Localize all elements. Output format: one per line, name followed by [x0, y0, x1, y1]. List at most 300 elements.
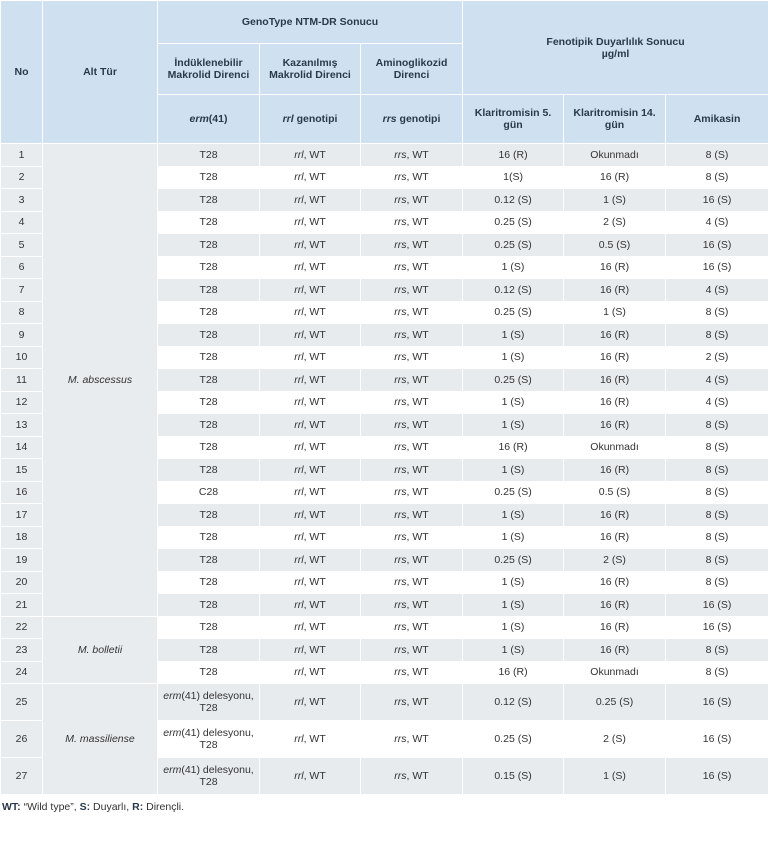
rrs-wt: , WT — [406, 418, 429, 431]
rrs-italic: rrs — [394, 441, 407, 454]
rrl-wt: , WT — [303, 733, 326, 745]
header-amino: Aminoglikozid Direnci — [361, 44, 463, 95]
rrs-cell — [361, 346, 463, 369]
rrl-cell — [260, 436, 361, 459]
erm-cell — [158, 721, 260, 758]
rrs-wt: , WT — [406, 598, 429, 611]
header-rrl — [260, 95, 361, 144]
rrs-italic: rrs — [394, 261, 407, 274]
rrs-italic: rrs — [394, 733, 407, 745]
row-no: 12 — [1, 391, 43, 414]
klari14-cell: 16 (R) — [564, 639, 666, 662]
rrl-italic: rrl — [294, 576, 304, 589]
amikasin-cell: 8 (S) — [666, 481, 768, 504]
row-no: 7 — [1, 279, 43, 302]
rrs-italic: rrs — [394, 643, 407, 656]
rrs-italic: rrs — [394, 238, 407, 251]
erm-text: (41) delesyonu, T28 — [181, 690, 254, 714]
amikasin-cell: 16 (S) — [666, 616, 768, 639]
rrl-cell — [260, 234, 361, 257]
rrs-cell — [361, 661, 463, 684]
amikasin-cell: 16 (S) — [666, 256, 768, 279]
erm-italic: erm — [163, 764, 182, 776]
rrl-italic: rrl — [294, 396, 304, 409]
row-no: 26 — [1, 721, 43, 758]
rrl-cell — [260, 166, 361, 189]
klari14-cell: 0.5 (S) — [564, 481, 666, 504]
amikasin-cell: 8 (S) — [666, 526, 768, 549]
header-rrs-rest: genotipi — [396, 113, 441, 125]
klari14-cell: 16 (R) — [564, 256, 666, 279]
rrl-italic: rrl — [294, 643, 304, 656]
rrl-cell — [260, 369, 361, 392]
rrs-cell — [361, 369, 463, 392]
rrl-italic: rrl — [294, 621, 304, 634]
header-fenotipik — [463, 1, 768, 95]
table-footnote — [0, 801, 768, 813]
rrs-cell — [361, 616, 463, 639]
footnote-r-label: R: — [132, 801, 144, 813]
rrl-wt: , WT — [303, 238, 326, 251]
rrl-italic: rrl — [294, 261, 304, 274]
rrl-cell — [260, 279, 361, 302]
row-no: 3 — [1, 189, 43, 212]
row-no: 17 — [1, 504, 43, 527]
rrl-wt: , WT — [303, 576, 326, 589]
rrs-cell — [361, 526, 463, 549]
klari5-cell: 1 (S) — [463, 256, 564, 279]
rrs-italic: rrs — [394, 283, 407, 296]
erm-cell: T28 — [158, 279, 260, 302]
klari5-cell: 0.25 (S) — [463, 721, 564, 758]
rrs-cell — [361, 594, 463, 617]
rrs-italic: rrs — [394, 486, 407, 499]
rrl-wt: , WT — [303, 328, 326, 341]
header-rrl-rest: genotipi — [293, 113, 338, 125]
rrs-cell — [361, 211, 463, 234]
klari14-cell: 16 (R) — [564, 504, 666, 527]
rrs-italic: rrs — [394, 770, 407, 782]
amikasin-cell: 8 (S) — [666, 324, 768, 347]
amikasin-cell: 16 (S) — [666, 684, 768, 721]
header-klari14: Klaritromisin 14. gün — [564, 95, 666, 144]
rrl-wt: , WT — [303, 508, 326, 521]
rrs-wt: , WT — [406, 328, 429, 341]
klari5-cell: 0.12 (S) — [463, 684, 564, 721]
rrl-italic: rrl — [294, 171, 304, 184]
rrl-italic: rrl — [294, 306, 304, 319]
klari14-cell: Okunmadı — [564, 436, 666, 459]
amikasin-cell: 16 (S) — [666, 721, 768, 758]
row-no: 13 — [1, 414, 43, 437]
klari5-cell: 16 (R) — [463, 436, 564, 459]
klari14-cell: 0.5 (S) — [564, 234, 666, 257]
klari5-cell: 1 (S) — [463, 526, 564, 549]
erm-cell: T28 — [158, 369, 260, 392]
klari14-cell: 1 (S) — [564, 758, 666, 795]
rrs-italic: rrs — [394, 148, 407, 161]
rrs-italic: rrs — [394, 508, 407, 521]
klari5-cell: 0.25 (S) — [463, 301, 564, 324]
rrl-wt: , WT — [303, 621, 326, 634]
klari14-cell: 16 (R) — [564, 166, 666, 189]
rrs-italic: rrs — [394, 396, 407, 409]
klari5-cell: 0.12 (S) — [463, 279, 564, 302]
rrs-wt: , WT — [406, 463, 429, 476]
klari14-cell: 16 (R) — [564, 414, 666, 437]
rrl-italic: rrl — [294, 216, 304, 229]
rrs-wt: , WT — [406, 508, 429, 521]
rrl-cell — [260, 144, 361, 167]
header-alt-tur: Alt Tür — [43, 1, 158, 144]
table-body — [1, 144, 768, 795]
amikasin-cell: 4 (S) — [666, 211, 768, 234]
amikasin-cell: 16 (S) — [666, 594, 768, 617]
rrs-italic: rrs — [394, 553, 407, 566]
row-no: 19 — [1, 549, 43, 572]
row-no: 25 — [1, 684, 43, 721]
klari5-cell: 1(S) — [463, 166, 564, 189]
header-erm-italic: erm — [189, 113, 209, 125]
rrs-cell — [361, 459, 463, 482]
rrs-italic: rrs — [394, 666, 407, 679]
rrl-cell — [260, 414, 361, 437]
rrs-cell — [361, 414, 463, 437]
klari5-cell: 0.12 (S) — [463, 189, 564, 212]
rrs-wt: , WT — [406, 373, 429, 386]
erm-cell — [158, 684, 260, 721]
rrs-cell — [361, 436, 463, 459]
erm-text: (41) delesyonu, T28 — [181, 727, 254, 751]
rrl-cell — [260, 189, 361, 212]
rrs-cell — [361, 758, 463, 795]
amikasin-cell: 8 (S) — [666, 414, 768, 437]
rrl-wt: , WT — [303, 171, 326, 184]
klari5-cell: 0.25 (S) — [463, 369, 564, 392]
row-no: 24 — [1, 661, 43, 684]
rrl-wt: , WT — [303, 351, 326, 364]
rrl-italic: rrl — [294, 598, 304, 611]
klari14-cell: 2 (S) — [564, 211, 666, 234]
rrs-cell — [361, 571, 463, 594]
header-induc: İndüklenebilir Makrolid Direnci — [158, 44, 260, 95]
erm-cell: T28 — [158, 414, 260, 437]
header-amikasin: Amikasin — [666, 95, 768, 144]
rrl-cell — [260, 639, 361, 662]
footnote-s-text: Duyarlı, — [90, 801, 133, 813]
erm-cell: T28 — [158, 616, 260, 639]
rrs-cell — [361, 324, 463, 347]
klari14-cell: 16 (R) — [564, 594, 666, 617]
klari5-cell: 16 (R) — [463, 144, 564, 167]
row-no: 10 — [1, 346, 43, 369]
amikasin-cell: 8 (S) — [666, 639, 768, 662]
klari14-cell: 16 (R) — [564, 616, 666, 639]
table-header — [1, 1, 768, 144]
klari5-cell: 1 (S) — [463, 571, 564, 594]
rrl-cell — [260, 504, 361, 527]
klari5-cell: 1 (S) — [463, 414, 564, 437]
rrs-wt: , WT — [406, 148, 429, 161]
rrl-italic: rrl — [294, 696, 304, 708]
rrl-italic: rrl — [294, 486, 304, 499]
klari14-cell: 16 (R) — [564, 459, 666, 482]
rrl-wt: , WT — [303, 216, 326, 229]
footnote-s-label: S: — [79, 801, 91, 813]
header-klari5: Klaritromisin 5. gün — [463, 95, 564, 144]
erm-cell: T28 — [158, 256, 260, 279]
rrl-italic: rrl — [294, 531, 304, 544]
rrl-cell — [260, 459, 361, 482]
rrs-wt: , WT — [406, 306, 429, 319]
klari5-cell: 16 (R) — [463, 661, 564, 684]
amikasin-cell: 4 (S) — [666, 369, 768, 392]
rrs-italic: rrs — [394, 351, 407, 364]
erm-cell: T28 — [158, 594, 260, 617]
rrl-wt: , WT — [303, 148, 326, 161]
rrs-cell — [361, 256, 463, 279]
alt-tur-cell: M. massiliense — [43, 684, 158, 795]
row-no: 15 — [1, 459, 43, 482]
amikasin-cell: 2 (S) — [666, 346, 768, 369]
row-no: 22 — [1, 616, 43, 639]
amikasin-cell: 8 (S) — [666, 549, 768, 572]
klari14-cell: 16 (R) — [564, 346, 666, 369]
klari5-cell: 0.25 (S) — [463, 234, 564, 257]
amikasin-cell: 16 (S) — [666, 189, 768, 212]
row-no: 23 — [1, 639, 43, 662]
klari5-cell: 1 (S) — [463, 324, 564, 347]
rrs-wt: , WT — [406, 193, 429, 206]
amikasin-cell: 8 (S) — [666, 661, 768, 684]
row-no: 9 — [1, 324, 43, 347]
table-row — [1, 684, 768, 721]
rrl-italic: rrl — [294, 418, 304, 431]
klari14-cell: 1 (S) — [564, 301, 666, 324]
erm-cell: T28 — [158, 346, 260, 369]
erm-cell: T28 — [158, 436, 260, 459]
rrl-italic: rrl — [294, 283, 304, 296]
rrl-italic: rrl — [294, 373, 304, 386]
rrl-wt: , WT — [303, 666, 326, 679]
rrl-cell — [260, 684, 361, 721]
header-genotype: GenoType NTM-DR Sonucu — [158, 1, 463, 44]
rrl-wt: , WT — [303, 598, 326, 611]
rrl-wt: , WT — [303, 306, 326, 319]
rrs-wt: , WT — [406, 696, 429, 708]
klari5-cell: 1 (S) — [463, 459, 564, 482]
rrs-italic: rrs — [394, 373, 407, 386]
rrl-cell — [260, 211, 361, 234]
rrs-wt: , WT — [406, 283, 429, 296]
row-no: 1 — [1, 144, 43, 167]
klari5-cell: 1 (S) — [463, 594, 564, 617]
klari5-cell: 0.25 (S) — [463, 481, 564, 504]
rrs-cell — [361, 279, 463, 302]
alt-tur-cell: M. abscessus — [43, 144, 158, 617]
rrs-cell — [361, 639, 463, 662]
rrs-wt: , WT — [406, 621, 429, 634]
row-no: 6 — [1, 256, 43, 279]
rrl-wt: , WT — [303, 396, 326, 409]
rrs-italic: rrs — [394, 171, 407, 184]
amikasin-cell: 8 (S) — [666, 436, 768, 459]
rrl-wt: , WT — [303, 261, 326, 274]
klari14-cell: 1 (S) — [564, 189, 666, 212]
rrs-italic: rrs — [394, 696, 407, 708]
klari5-cell: 1 (S) — [463, 616, 564, 639]
row-no: 5 — [1, 234, 43, 257]
amikasin-cell: 8 (S) — [666, 166, 768, 189]
rrs-wt: , WT — [406, 238, 429, 251]
header-rrs — [361, 95, 463, 144]
rrl-wt: , WT — [303, 643, 326, 656]
rrl-italic: rrl — [294, 351, 304, 364]
klari14-cell: 2 (S) — [564, 721, 666, 758]
rrl-italic: rrl — [294, 238, 304, 251]
header-no: No — [1, 1, 43, 144]
rrl-cell — [260, 661, 361, 684]
footnote-wt-label: WT: — [2, 801, 21, 813]
rrs-italic: rrs — [394, 576, 407, 589]
klari14-cell: 16 (R) — [564, 571, 666, 594]
footnote-wt-text: “Wild type”, — [20, 801, 80, 813]
rrs-wt: , WT — [406, 441, 429, 454]
rrl-cell — [260, 391, 361, 414]
klari5-cell: 1 (S) — [463, 504, 564, 527]
header-erm — [158, 95, 260, 144]
rrl-italic: rrl — [294, 148, 304, 161]
klari14-cell: Okunmadı — [564, 661, 666, 684]
klari5-cell: 0.15 (S) — [463, 758, 564, 795]
rrs-italic: rrs — [394, 306, 407, 319]
rrs-italic: rrs — [394, 463, 407, 476]
rrs-italic: rrs — [394, 598, 407, 611]
amikasin-cell: 8 (S) — [666, 571, 768, 594]
erm-cell: T28 — [158, 459, 260, 482]
footnote-r-text: Dirençli. — [143, 801, 185, 813]
erm-cell: T28 — [158, 234, 260, 257]
rrs-wt: , WT — [406, 486, 429, 499]
rrl-italic: rrl — [294, 441, 304, 454]
klari14-cell: 16 (R) — [564, 324, 666, 347]
rrs-cell — [361, 166, 463, 189]
rrs-wt: , WT — [406, 666, 429, 679]
alt-tur-cell: M. bolletii — [43, 616, 158, 684]
rrl-wt: , WT — [303, 373, 326, 386]
erm-cell: T28 — [158, 211, 260, 234]
row-no: 27 — [1, 758, 43, 795]
rrl-italic: rrl — [294, 328, 304, 341]
rrl-cell — [260, 256, 361, 279]
header-fenotipik-title: Fenotipik Duyarlılık Sonucu — [546, 35, 685, 48]
row-no: 20 — [1, 571, 43, 594]
header-fenotipik-unit: µg/ml — [601, 47, 630, 60]
row-no: 21 — [1, 594, 43, 617]
amikasin-cell: 4 (S) — [666, 279, 768, 302]
rrl-wt: , WT — [303, 531, 326, 544]
rrl-wt: , WT — [303, 283, 326, 296]
rrs-wt: , WT — [406, 351, 429, 364]
rrl-wt: , WT — [303, 193, 326, 206]
rrl-italic: rrl — [294, 193, 304, 206]
row-no: 18 — [1, 526, 43, 549]
rrs-cell — [361, 549, 463, 572]
rrs-wt: , WT — [406, 553, 429, 566]
rrs-cell — [361, 721, 463, 758]
erm-cell: T28 — [158, 324, 260, 347]
rrl-wt: , WT — [303, 463, 326, 476]
erm-cell: T28 — [158, 189, 260, 212]
amikasin-cell: 8 (S) — [666, 504, 768, 527]
klari14-cell: 16 (R) — [564, 391, 666, 414]
klari5-cell: 0.25 (S) — [463, 211, 564, 234]
rrs-wt: , WT — [406, 770, 429, 782]
rrs-wt: , WT — [406, 643, 429, 656]
erm-text: (41) delesyonu, T28 — [181, 764, 254, 788]
header-kazan: Kazanılmış Makrolid Direnci — [260, 44, 361, 95]
header-rrs-italic: rrs — [382, 113, 397, 125]
amikasin-cell: 8 (S) — [666, 459, 768, 482]
table-row — [1, 144, 768, 167]
row-no: 2 — [1, 166, 43, 189]
erm-cell — [158, 758, 260, 795]
erm-cell: T28 — [158, 639, 260, 662]
rrs-italic: rrs — [394, 328, 407, 341]
row-no: 4 — [1, 211, 43, 234]
klari14-cell: Okunmadı — [564, 144, 666, 167]
rrl-cell — [260, 346, 361, 369]
klari5-cell: 0.25 (S) — [463, 549, 564, 572]
rrs-italic: rrs — [394, 418, 407, 431]
amikasin-cell: 8 (S) — [666, 301, 768, 324]
rrl-cell — [260, 549, 361, 572]
klari14-cell: 16 (R) — [564, 526, 666, 549]
rrl-italic: rrl — [294, 666, 304, 679]
rrs-wt: , WT — [406, 576, 429, 589]
row-no: 8 — [1, 301, 43, 324]
rrl-wt: , WT — [303, 696, 326, 708]
rrs-cell — [361, 234, 463, 257]
table-row — [1, 616, 768, 639]
klari5-cell: 1 (S) — [463, 391, 564, 414]
rrs-wt: , WT — [406, 216, 429, 229]
rrs-wt: , WT — [406, 733, 429, 745]
rrl-cell — [260, 481, 361, 504]
amikasin-cell: 16 (S) — [666, 758, 768, 795]
rrs-cell — [361, 301, 463, 324]
rrl-cell — [260, 324, 361, 347]
rrl-italic: rrl — [294, 508, 304, 521]
row-no: 16 — [1, 481, 43, 504]
erm-cell: T28 — [158, 526, 260, 549]
erm-cell: T28 — [158, 661, 260, 684]
klari14-cell: 0.25 (S) — [564, 684, 666, 721]
rrs-cell — [361, 504, 463, 527]
rrl-italic: rrl — [294, 553, 304, 566]
klari14-cell: 16 (R) — [564, 279, 666, 302]
rrl-italic: rrl — [294, 733, 304, 745]
rrs-italic: rrs — [394, 193, 407, 206]
rrs-wt: , WT — [406, 171, 429, 184]
rrs-cell — [361, 481, 463, 504]
erm-italic: erm — [163, 727, 182, 739]
header-erm-rest: (41) — [208, 113, 228, 125]
rrl-italic: rrl — [294, 463, 304, 476]
rrl-cell — [260, 526, 361, 549]
rrl-wt: , WT — [303, 486, 326, 499]
rrs-cell — [361, 189, 463, 212]
